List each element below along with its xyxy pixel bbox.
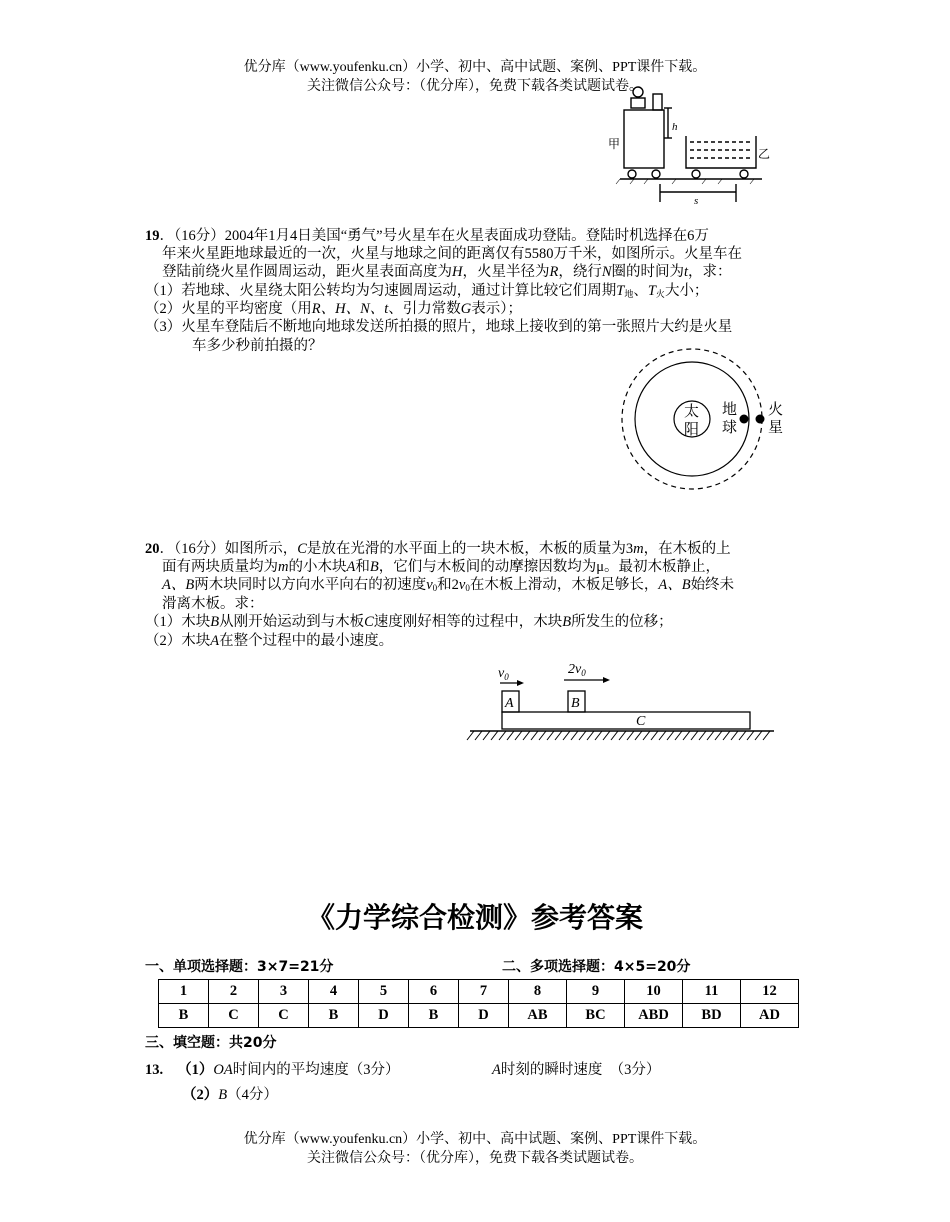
ground-hatch (667, 731, 674, 740)
ground-hatch (659, 731, 666, 740)
page-footer-line1: 优分库（www.youfenku.cn）小学、初中、高中试题、案例、PPT课件下载。 (243, 1132, 707, 1147)
ground-hatch (499, 731, 506, 740)
ground-hatch (563, 731, 570, 740)
q19-part3-cont: 车多少秒前拍摄的？ (192, 338, 323, 354)
q20-line2: 面有两块质量均为m的小木块A和B，它们与木板间的动摩擦因数均为μ。最初木板静止， (162, 559, 720, 575)
ground-hatch (539, 731, 546, 740)
ground-hatch (531, 731, 538, 740)
table-cell: B (309, 1004, 359, 1028)
mars-dot (756, 415, 765, 424)
answer-table-row-answers (159, 1004, 799, 1028)
ground-hatch (491, 731, 498, 740)
ground-hatch (603, 731, 610, 740)
ground-hatch (587, 731, 594, 740)
ground-hatch (523, 731, 530, 740)
table-cell: 9 (567, 980, 625, 1004)
table-cell: B (409, 1004, 459, 1028)
ground-hatch (483, 731, 490, 740)
table-cell: 7 (459, 980, 509, 1004)
ground-hatch (747, 731, 754, 740)
earth-label-1: 地 (722, 400, 738, 418)
page-header-line2: 关注微信公众号：（优分库），免费下载各类试题试卷。 (307, 79, 643, 94)
ground-hatch (619, 731, 626, 740)
table-cell: B (159, 1004, 209, 1028)
orbit-figure (616, 346, 794, 492)
ground-hatch (547, 731, 554, 740)
label-b: B (571, 696, 580, 711)
sun-label-1: 太 (684, 402, 700, 420)
ground-hatch (635, 731, 642, 740)
ground-hatch (555, 731, 562, 740)
ground-hatch (707, 731, 714, 740)
table-cell: AD (741, 1004, 799, 1028)
table-cell: D (459, 1004, 509, 1028)
ground-hatch (731, 731, 738, 740)
q20-line1: 20．（16分）如图所示，C是放在光滑的水平面上的一块木板，木板的质量为3m，在木板的上 (145, 541, 731, 557)
table-cell: 10 (625, 980, 683, 1004)
table-cell: AB (509, 1004, 567, 1028)
table-cell: 12 (741, 980, 799, 1004)
q20-number: 20 (145, 541, 160, 557)
table-cell: 4 (309, 980, 359, 1004)
label-yi: 乙 (758, 147, 771, 161)
table-cell: 3 (259, 980, 309, 1004)
ground-hatch (611, 731, 618, 740)
q20-part1: （1）木块B从刚开始运动到与木板C速度刚好相等的过程中，木块B所发生的位移； (145, 614, 673, 630)
q19-line3: 登陆前绕火星作圆周运动，距火星表面高度为H，火星半径为R，绕行N圈的时间为t，求： (162, 264, 732, 280)
q13-part1: 13. （1）OA时间内的平均速度（3分） (145, 1062, 400, 1078)
ground-hatch (475, 731, 482, 740)
q13-part1-b: A时刻的瞬时速度 （3分） (492, 1062, 661, 1078)
ground-hatch (723, 731, 730, 740)
arrow-2v0-icon (603, 677, 610, 683)
table-cell: 1 (159, 980, 209, 1004)
label-a: A (505, 696, 514, 711)
label-jia: 甲 (608, 137, 621, 151)
arrow-v0-icon (517, 680, 524, 686)
q20-line4: 滑离木板。求： (162, 596, 264, 612)
ground-hatch (571, 731, 578, 740)
table-cell: 5 (359, 980, 409, 1004)
q19-part2: （2）火星的平均密度（用R、H、N、t、引力常数G表示）； (145, 301, 523, 317)
label-h: h (672, 121, 678, 133)
section1-heading: 一、单项选择题：3×7=21分 (145, 959, 334, 975)
ground-hatch (755, 731, 762, 740)
q20-part2: （2）木块A在整个过程中的最小速度。 (145, 633, 394, 649)
ground-hatch (515, 731, 522, 740)
label-v0: $v_0$ (498, 666, 509, 682)
table-cell: 11 (683, 980, 741, 1004)
table-cell: C (209, 1004, 259, 1028)
label-s: s (694, 195, 699, 207)
answer-title: 《力学综合检测》参考答案 (306, 901, 643, 934)
q19-part1: （1）若地球、火星绕太阳公转均为匀速圆周运动，通过计算比较它们周期$T_地$、$T_火$大小； (145, 283, 709, 299)
q20-line3: A、B两木块同时以方向水平向右的初速度$v_0$和$2v_0$在木板上滑动，木板足够长，A、B始终未 (162, 577, 735, 593)
earth-dot (740, 415, 749, 424)
label-c: C (636, 714, 646, 729)
table-cell: D (359, 1004, 409, 1028)
ground-hatch (699, 731, 706, 740)
ground-hatch (763, 731, 770, 740)
earth-label-2: 球 (722, 418, 738, 436)
table-cell: BD (683, 1004, 741, 1028)
ground-hatch (739, 731, 746, 740)
q13-part2: （2）B（4分） (182, 1087, 278, 1103)
ground-hatch (467, 731, 474, 740)
ground-hatch (683, 731, 690, 740)
table-cell: ABD (625, 1004, 683, 1028)
ground-hatch (675, 731, 682, 740)
ground-hatch (651, 731, 658, 740)
q19-line2: 年来火星距地球最近的一次，火星与地球之间的距离仅有5580万千米，如图所示。火星车在 (162, 246, 742, 262)
ground-hatch (715, 731, 722, 740)
board-c (502, 712, 750, 729)
ground-hatch (691, 731, 698, 740)
section2-heading: 二、多项选择题：4×5=20分 (502, 959, 691, 975)
table-cell: 8 (509, 980, 567, 1004)
mars-label-2: 星 (768, 418, 784, 436)
label-2v0: $2v_0$ (568, 662, 586, 678)
table-cell: 6 (409, 980, 459, 1004)
ground-hatch (627, 731, 634, 740)
section3-heading: 三、填空题：共20分 (145, 1035, 277, 1051)
table-cell: BC (567, 1004, 625, 1028)
q19-number: 19 (145, 228, 160, 244)
ground-hatch (643, 731, 650, 740)
cart-figure (604, 86, 771, 207)
sun-label-2: 阳 (684, 420, 700, 438)
answer-table (158, 979, 799, 1028)
mars-label-1: 火 (768, 400, 784, 418)
page-footer-line2: 关注微信公众号：（优分库），免费下载各类试题试卷。 (307, 1151, 643, 1166)
page-header-line1: 优分库（www.youfenku.cn）小学、初中、高中试题、案例、PPT课件下载。 (243, 60, 707, 75)
table-cell: C (259, 1004, 309, 1028)
q19-line1: 19．（16分）2004年1月4日美国“勇气”号火星车在火星表面成功登陆。登陆时机选择在6万 (145, 228, 709, 244)
ground-hatch (595, 731, 602, 740)
blocks-figure (466, 656, 778, 746)
ground-hatch (579, 731, 586, 740)
table-cell: 2 (209, 980, 259, 1004)
ground-hatch (507, 731, 514, 740)
q19-part3: （3）火星车登陆后不断地向地球发送所拍摄的照片，地球上接收到的第一张照片大约是火星 (145, 319, 733, 335)
answer-table-row-numbers (159, 980, 799, 1004)
